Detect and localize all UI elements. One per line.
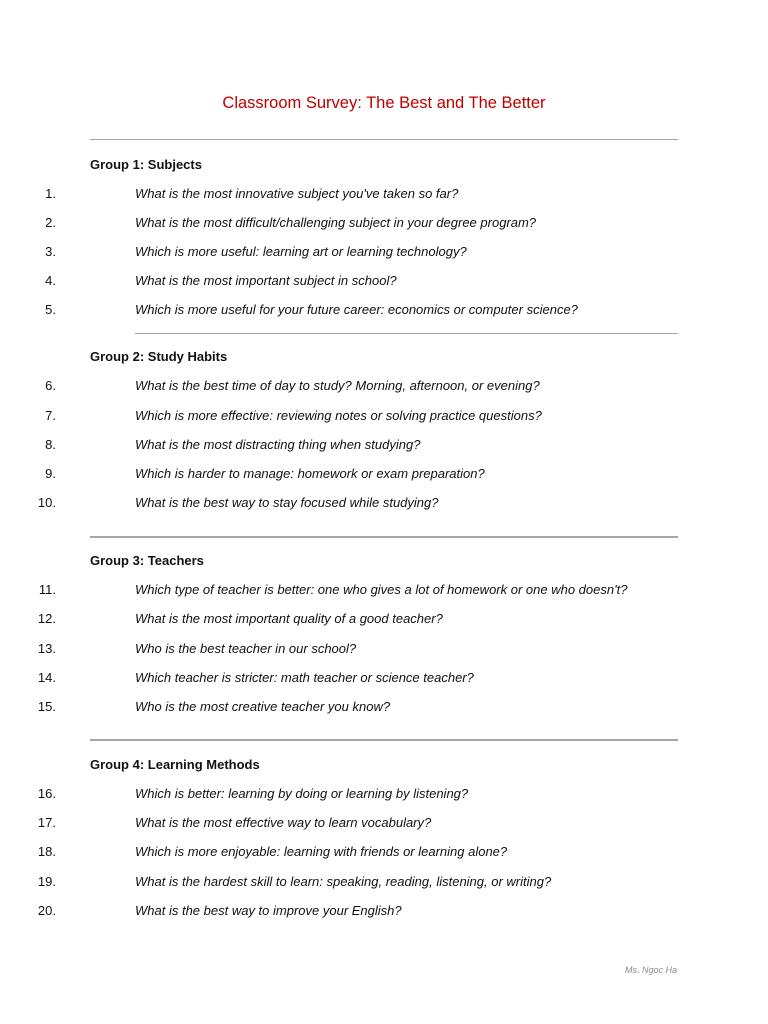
question-text: Which is better: learning by doing or learning by listening? bbox=[135, 786, 469, 801]
question-text: Which is more useful: learning art or learning technology? bbox=[135, 244, 467, 259]
question-item bbox=[0, 814, 700, 832]
question-number: 10. bbox=[37, 495, 56, 510]
question-item bbox=[0, 843, 700, 861]
question-number: 12. bbox=[37, 611, 56, 626]
question-number: 4. bbox=[45, 273, 56, 288]
question-text: Who is the most creative teacher you know? bbox=[135, 699, 391, 714]
question-text: What is the most innovative subject you've taken so far? bbox=[135, 186, 459, 201]
question-item bbox=[0, 214, 700, 232]
question-number: 13. bbox=[37, 641, 56, 656]
divider bbox=[90, 536, 678, 538]
question-item bbox=[0, 785, 700, 803]
question-number: 20. bbox=[37, 903, 56, 918]
question-number: 3. bbox=[45, 244, 56, 259]
question-number: 8. bbox=[45, 437, 56, 452]
question-number: 6. bbox=[45, 378, 56, 393]
group-heading-study-habits: Group 2: Study Habits bbox=[90, 349, 228, 364]
question-text: What is the hardest skill to learn: speaking, reading, listening, or writing? bbox=[135, 874, 552, 889]
question-item bbox=[0, 301, 700, 319]
question-text: What is the best way to improve your English? bbox=[135, 903, 402, 918]
question-text: What is the best time of day to study? Morning, afternoon, or evening? bbox=[135, 378, 540, 393]
question-item bbox=[0, 494, 700, 512]
question-text: What is the most difficult/challenging subject in your degree program? bbox=[135, 215, 537, 230]
question-item bbox=[0, 669, 700, 687]
question-item bbox=[0, 465, 700, 483]
question-number: 11. bbox=[38, 582, 56, 597]
page-title: Classroom Survey: The Best and The Better bbox=[222, 94, 546, 112]
question-number: 5. bbox=[45, 302, 56, 317]
question-number: 14. bbox=[37, 670, 56, 685]
author-footer: Ms. Ngoc Ha bbox=[624, 965, 677, 975]
question-item bbox=[0, 873, 700, 891]
question-number: 2. bbox=[45, 215, 56, 230]
divider bbox=[135, 333, 678, 334]
question-number: 9. bbox=[45, 466, 56, 481]
question-item bbox=[0, 377, 700, 395]
question-number: 18. bbox=[37, 844, 56, 859]
question-item bbox=[0, 640, 700, 658]
question-text: Which is more useful for your future career: economics or computer science? bbox=[135, 302, 578, 317]
question-text: What is the most distracting thing when studying? bbox=[135, 437, 421, 452]
question-text: Which is harder to manage: homework or exam preparation? bbox=[135, 466, 485, 481]
question-item bbox=[0, 407, 700, 425]
group-heading-teachers: Group 3: Teachers bbox=[90, 553, 204, 568]
question-text: Which type of teacher is better: one who gives a lot of homework or one who doesn't? bbox=[135, 582, 628, 597]
question-number: 7. bbox=[45, 408, 56, 423]
question-item bbox=[0, 698, 700, 716]
question-number: 1. bbox=[45, 186, 56, 201]
question-number: 17. bbox=[37, 815, 56, 830]
question-text: What is the most important quality of a good teacher? bbox=[135, 611, 443, 626]
question-item bbox=[0, 185, 700, 203]
divider bbox=[90, 139, 678, 140]
question-item bbox=[0, 610, 700, 628]
divider bbox=[90, 739, 678, 741]
question-text: Which is more effective: reviewing notes or solving practice questions? bbox=[135, 408, 542, 423]
question-number: 19. bbox=[37, 874, 56, 889]
group-heading-learning-methods: Group 4: Learning Methods bbox=[90, 757, 260, 772]
group-heading-subjects: Group 1: Subjects bbox=[90, 157, 202, 172]
question-text: Which is more enjoyable: learning with friends or learning alone? bbox=[135, 844, 508, 859]
question-text: Who is the best teacher in our school? bbox=[135, 641, 357, 656]
question-number: 16. bbox=[37, 786, 56, 801]
question-text: What is the most effective way to learn vocabulary? bbox=[135, 815, 432, 830]
question-item bbox=[0, 272, 700, 290]
question-text: What is the best way to stay focused while studying? bbox=[135, 495, 439, 510]
question-item bbox=[0, 902, 700, 920]
question-item bbox=[0, 436, 700, 454]
question-item bbox=[0, 243, 700, 261]
question-number: 15. bbox=[37, 699, 56, 714]
question-text: What is the most important subject in school? bbox=[135, 273, 397, 288]
question-text: Which teacher is stricter: math teacher or science teacher? bbox=[135, 670, 474, 685]
question-item bbox=[0, 581, 700, 599]
